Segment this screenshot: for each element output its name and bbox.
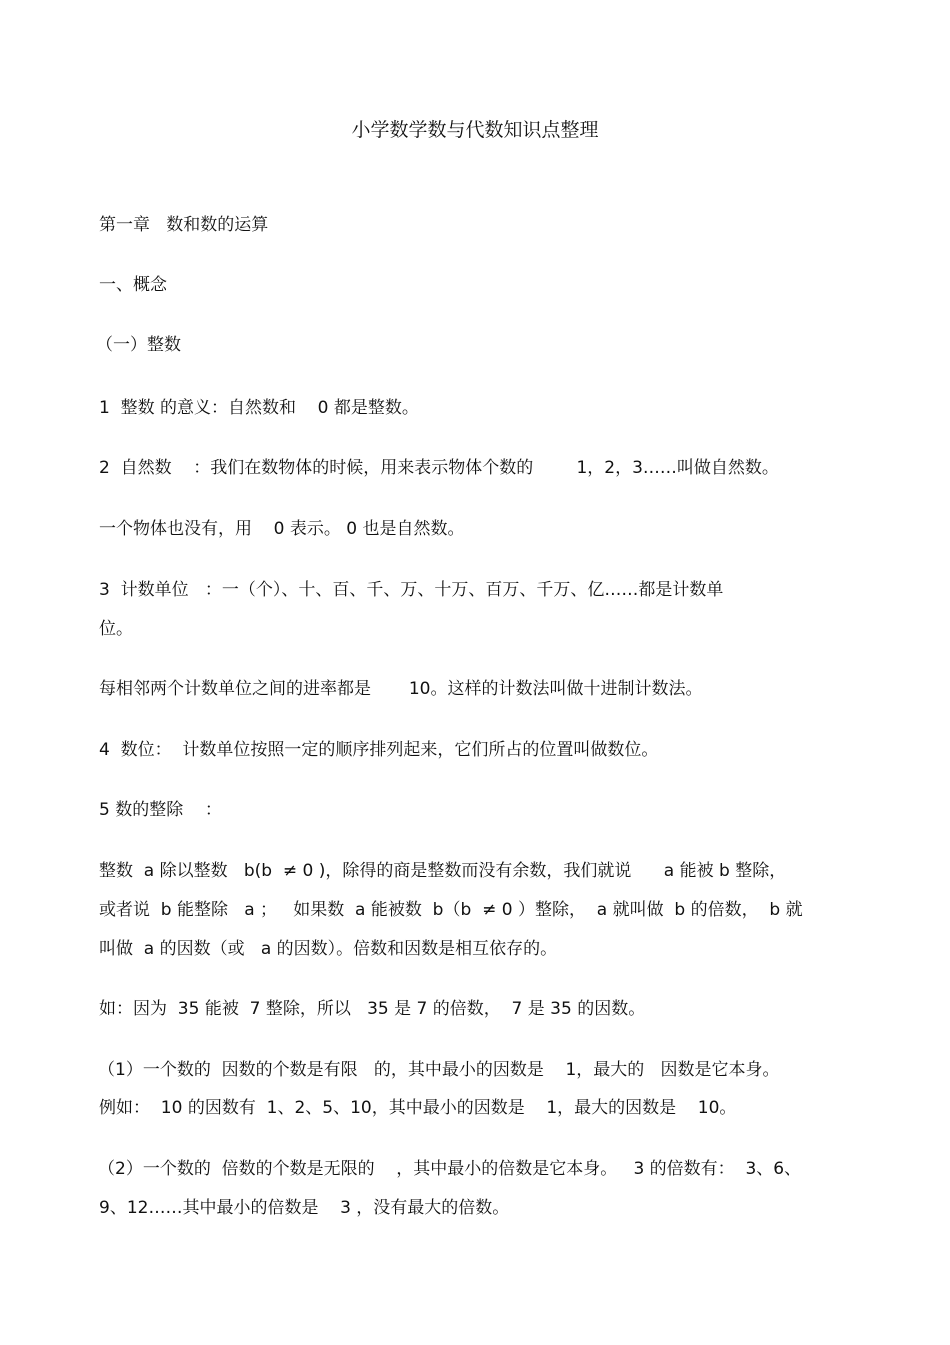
paragraph-counting-unit-line2: 位。 xyxy=(99,619,133,639)
subsection-heading: （一）整数 xyxy=(96,335,181,355)
paragraph-multiples-line2: 9、12……其中最小的倍数是 3 ，没有最大的倍数。 xyxy=(99,1198,510,1218)
document-title: 小学数学数与代数知识点整理 xyxy=(351,119,599,141)
chapter-heading: 第一章 数和数的运算 xyxy=(99,215,269,235)
paragraph-divisibility-line1: 整数 a 除以整数 b(b ≠ 0 )，除得的商是整数而没有余数，我们就说 a 能被 b 整除， xyxy=(99,861,787,881)
paragraph-natural-number: 2 自然数 ：我们在数物体的时候，用来表示物体个数的 1，2，3……叫做自然数。 xyxy=(99,458,779,478)
paragraph-divisibility-line2: 或者说 b 能整除 a ； 如果数 a 能被数 b（b ≠ 0 ）整除， a 就叫做 b 的倍数， b 就 xyxy=(99,900,803,920)
paragraph-counting-unit-line1: 3 计数单位 ：一（个）、十、百、千、万、十万、百万、千万、亿……都是计数单 xyxy=(99,580,724,600)
paragraph-multiples-line1: （2）一个数的 倍数的个数是无限的 ，其中最小的倍数是它本身。 3 的倍数有： 3、6、 xyxy=(98,1159,802,1179)
paragraph-factors-line1: （1）一个数的 因数的个数是有限 的，其中最小的因数是 1，最大的 因数是它本身。 xyxy=(98,1060,780,1080)
paragraph-integer-meaning: 1 整数 的意义：自然数和 0 都是整数。 xyxy=(99,398,419,418)
paragraph-zero: 一个物体也没有，用 0 表示。 0 也是自然数。 xyxy=(99,519,465,539)
paragraph-factors-line2: 例如： 10 的因数有 1、2、5、10，其中最小的因数是 1，最大的因数是 10。 xyxy=(99,1098,737,1118)
paragraph-decimal-system: 每相邻两个计数单位之间的进率都是 10。这样的计数法叫做十进制计数法。 xyxy=(99,679,703,699)
paragraph-digit-place: 4 数位： 计数单位按照一定的顺序排列起来，它们所占的位置叫做数位。 xyxy=(99,740,659,760)
section-heading: 一、概念 xyxy=(99,275,167,295)
paragraph-divisibility-line3: 叫做 a 的因数（或 a 的因数）。倍数和因数是相互依存的。 xyxy=(99,939,558,959)
paragraph-example: 如：因为 35 能被 7 整除，所以 35 是 7 的倍数， 7 是 35 的因数。 xyxy=(99,999,646,1019)
paragraph-divisibility-heading: 5 数的整除 ： xyxy=(99,800,222,820)
